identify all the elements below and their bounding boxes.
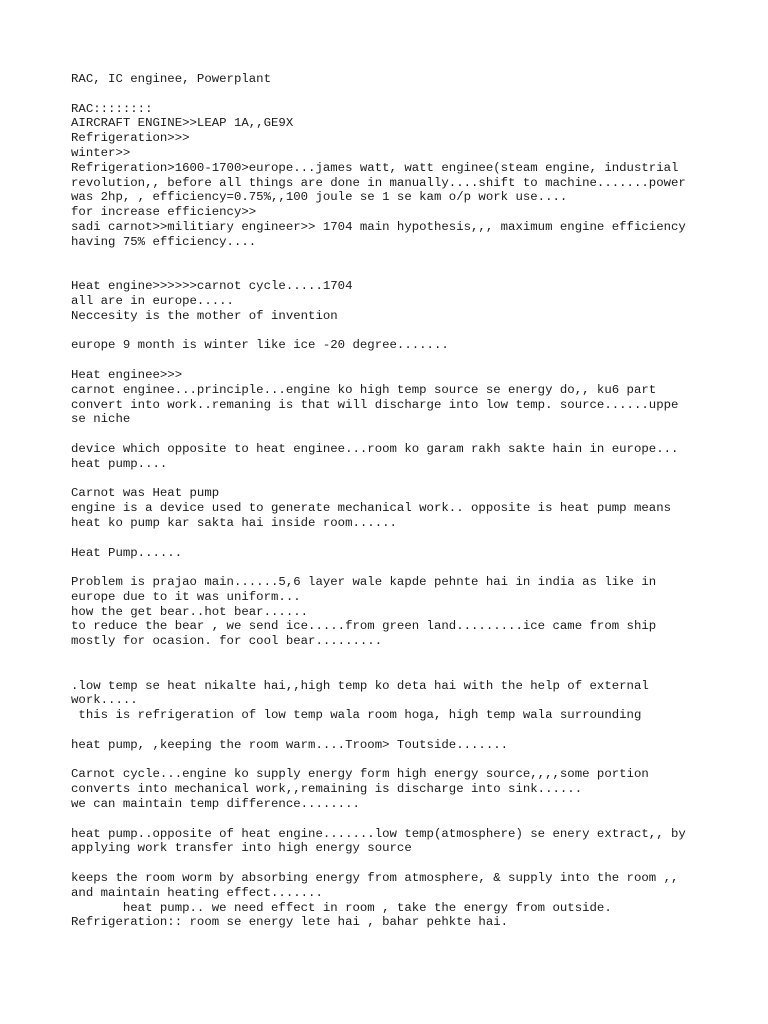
text-line: RAC, IC enginee, Powerplant xyxy=(71,72,272,86)
blank-line xyxy=(71,427,731,442)
text-line: carnot enginee...principle...engine ko high temp source se energy do,, ku6 part xyxy=(71,382,657,397)
text-line: mostly for ocasion. for cool bear......... xyxy=(71,634,383,649)
text-line: having 75% efficiency.... xyxy=(71,234,257,249)
blank-line xyxy=(71,264,731,279)
text-line: heat pump.... xyxy=(71,456,168,471)
text-line: Refrigeration>>> xyxy=(71,131,190,146)
text-line: Refrigeration:: room se energy lete hai , bahar pehkte hai. xyxy=(71,915,509,930)
blank-line xyxy=(71,472,731,487)
blank-line xyxy=(71,649,731,664)
text-line: to reduce the bear , we send ice.....from green land.........ice came from ship xyxy=(71,619,657,634)
text-line: RAC:::::::: xyxy=(71,101,153,116)
text-line: se niche xyxy=(71,412,131,427)
text-line: Carnot cycle...engine ko supply energy form high energy source,,,,some portion xyxy=(71,767,649,782)
text-line: Heat engine>>>>>>carnot cycle.....1704 xyxy=(71,279,353,294)
text-line: was 2hp, , efficiency=0.75%,,100 joule se 1 se kam o/p work use.... xyxy=(71,190,568,205)
text-line: AIRCRAFT ENGINE>>LEAP 1A,,GE9X xyxy=(71,116,294,131)
text-line: heat pump, ,keeping the room warm....Troom> Toutside....... xyxy=(71,737,509,752)
blank-line xyxy=(71,87,731,102)
blank-line xyxy=(71,353,731,368)
text-line: for increase efficiency>> xyxy=(71,205,257,220)
text-line: this is refrigeration of low temp wala room hoga, high temp wala surrounding xyxy=(71,708,642,723)
text-line: Problem is prajao main......5,6 layer wale kapde pehnte hai in india as like in xyxy=(71,575,657,590)
text-line: how the get bear..hot bear...... xyxy=(71,604,309,619)
text-line: all are in europe..... xyxy=(71,293,234,308)
text-line: applying work transfer into high energy source xyxy=(71,841,412,856)
text-line: keeps the room worm by absorbing energy from atmosphere, & supply into the room ,, xyxy=(71,871,679,886)
blank-line xyxy=(71,250,731,265)
text-line: and maintain heating effect....... xyxy=(71,885,323,900)
blank-line xyxy=(71,531,731,546)
text-line: Heat Pump...... xyxy=(71,545,183,560)
text-line: winter>> xyxy=(71,145,131,160)
text-line: europe due to it was uniform... xyxy=(71,589,301,604)
text-line: device which opposite to heat enginee...room ko garam rakh sakte hain in europe... xyxy=(71,441,679,456)
text-line: converts into mechanical work,,remaining is discharge into sink...... xyxy=(71,782,583,797)
text-line: work..... xyxy=(71,693,138,708)
text-line: Refrigeration>1600-1700>europe...james watt, watt enginee(steam engine, industrial xyxy=(71,160,679,175)
blank-line xyxy=(71,560,731,575)
blank-line xyxy=(71,856,731,871)
blank-line xyxy=(71,812,731,827)
text-line: revolution,, before all things are done in manually....shift to machine.......power xyxy=(71,175,686,190)
text-line: Neccesity is the mother of invention xyxy=(71,308,338,323)
document-body xyxy=(71,72,731,930)
text-line: heat ko pump kar sakta hai inside room...... xyxy=(71,515,397,530)
text-line: Carnot was Heat pump xyxy=(71,486,220,501)
blank-line xyxy=(71,324,731,339)
text-line: sadi carnot>>militiary engineer>> 1704 main hypothesis,,, maximum engine efficiency xyxy=(71,219,686,234)
text-line: engine is a device used to generate mechanical work.. opposite is heat pump means xyxy=(71,501,672,516)
text-line: Heat enginee>>> xyxy=(71,367,183,382)
text-line: .low temp se heat nikalte hai,,high temp ko deta hai with the help of external xyxy=(71,678,649,693)
blank-line xyxy=(71,753,731,768)
text-line: europe 9 month is winter like ice -20 degree....... xyxy=(71,338,449,353)
text-line: we can maintain temp difference........ xyxy=(71,797,360,812)
blank-line xyxy=(71,723,731,738)
text-line: convert into work..remaning is that will discharge into low temp. source......uppe xyxy=(71,397,679,412)
blank-line xyxy=(71,664,731,679)
text-line: heat pump..opposite of heat engine.......low temp(atmosphere) se enery extract,, by xyxy=(71,826,686,841)
text-line: heat pump.. we need effect in room , take the energy from outside. xyxy=(71,900,612,915)
